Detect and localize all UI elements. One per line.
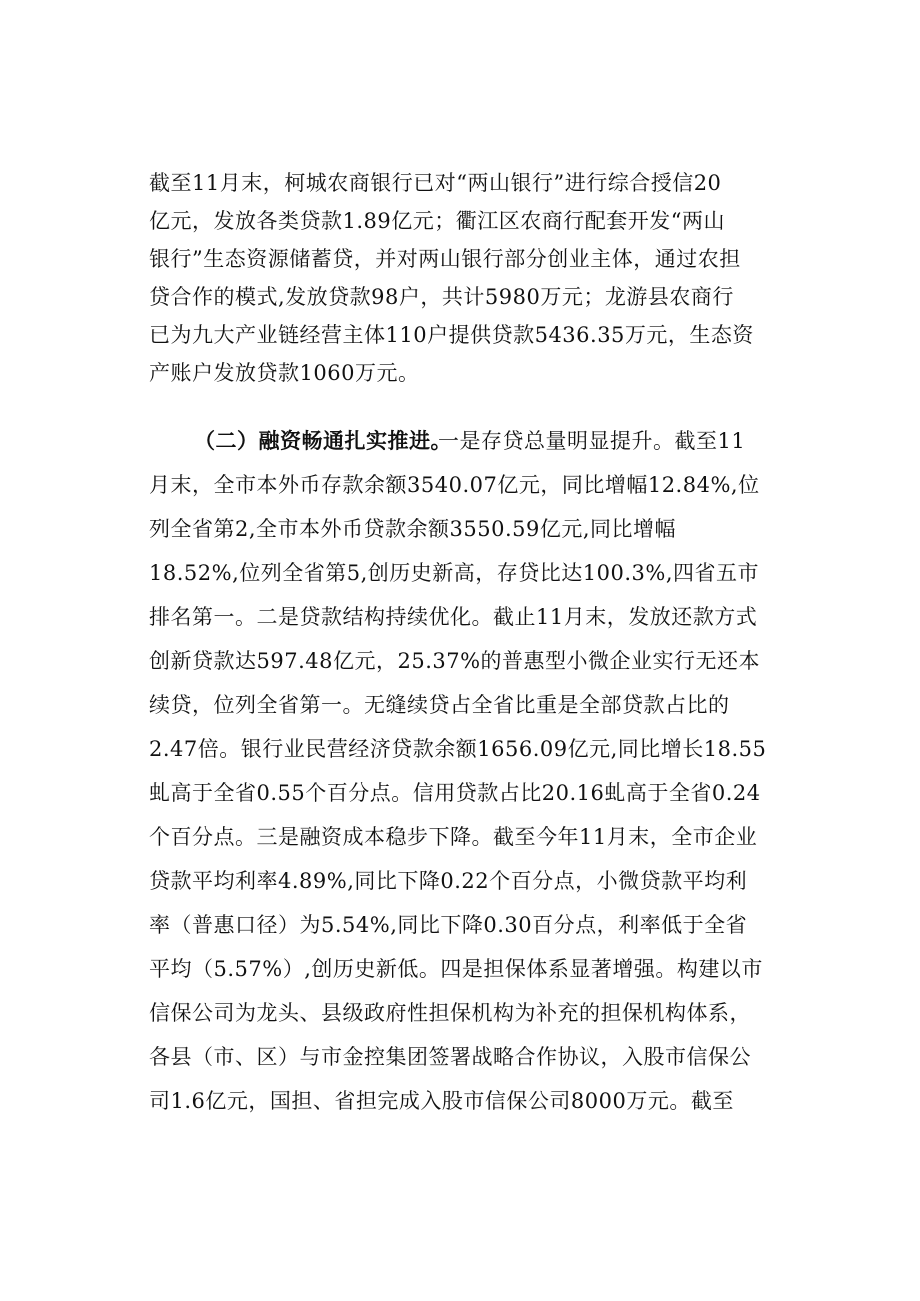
text-line: 产账户发放贷款1060万元。 — [149, 361, 420, 385]
text-line: 亿元，发放各类贷款1.89亿元；衢江区农商行配套开发“两山 — [149, 209, 725, 233]
paragraph-2-line-16 — [0, 1082, 920, 1120]
paragraph-2-line-1 — [0, 422, 920, 460]
text-line: 月末，全市本外币存款余额3540.07亿元，同比增幅12.84%,位 — [149, 473, 760, 497]
text-line: 截至11月末，柯城农商银行已对“两山银行”进行综合授信20 — [149, 171, 722, 195]
text-line: 一是存贷总量明显提升。截至11 — [438, 429, 746, 453]
text-line: 排名第一。二是贷款结构持续优化。截止11月末，发放还款方式 — [149, 605, 758, 629]
paragraph-1-line-6 — [0, 354, 920, 392]
text-line: 列全省第2,全市本外币贷款余额3550.59亿元,同比增幅 — [149, 517, 677, 541]
paragraph-1-line-2 — [0, 202, 920, 240]
text-line: 18.52%,位列全省第5,创历史新高，存贷比达100.3%,四省五市 — [149, 561, 760, 585]
paragraph-2-line-15 — [0, 1038, 920, 1076]
text-line: 平均（5.57%）,创历史新低。四是担保体系显著增强。构建以市 — [149, 957, 763, 981]
text-line: 信保公司为龙头、县级政府性担保机构为补充的担保机构体系， — [149, 1001, 751, 1025]
text-line: 个百分点。三是融资成本稳步下降。截至今年11月末，全市企业 — [149, 825, 758, 849]
text-line: 2.47倍。银行业民营经济贷款余额1656.09亿元,同比增长18.55 — [149, 737, 767, 761]
paragraph-2-line-14 — [0, 994, 920, 1032]
text-line: 各县（市、区）与市金控集团签署战略合作协议，入股市信保公 — [149, 1045, 751, 1069]
text-line: 司1.6亿元，国担、省担完成入股市信保公司8000万元。截至 — [149, 1089, 734, 1113]
paragraph-1-line-4 — [0, 278, 920, 316]
paragraph-2-line-11 — [0, 862, 920, 900]
paragraph-1-line-5 — [0, 316, 920, 354]
paragraph-1-line-1 — [0, 164, 920, 202]
text-line: 虬高于全省0.55个百分点。信用贷款占比20.16虬高于全省0.24 — [149, 781, 761, 805]
paragraph-2-line-6 — [0, 642, 920, 680]
paragraph-1-line-3 — [0, 240, 920, 278]
paragraph-2-line-2 — [0, 466, 920, 504]
paragraph-2-line-3 — [0, 510, 920, 548]
paragraph-2-line-4 — [0, 554, 920, 592]
section-heading: （二）融资畅通扎实推进。 — [194, 428, 452, 453]
paragraph-2-line-7 — [0, 686, 920, 724]
paragraph-2-line-9 — [0, 774, 920, 812]
paragraph-2-line-5 — [0, 598, 920, 636]
text-line: 续贷，位列全省第一。无缝续贷占全省比重是全部贷款占比的 — [149, 693, 730, 717]
paragraph-2-line-8 — [0, 730, 920, 768]
text-line: 贷款平均利率4.89%,同比下降0.22个百分点，小微贷款平均利 — [149, 869, 748, 893]
text-line: 已为九大产业链经营主体110户提供贷款5436.35万元，生态资 — [149, 323, 754, 347]
text-line: 率（普惠口径）为5.54%,同比下降0.30百分点，利率低于全省 — [149, 913, 748, 937]
paragraph-2-line-13 — [0, 950, 920, 988]
text-line: 银行”生态资源储蓄贷，并对两山银行部分创业主体，通过农担 — [149, 247, 741, 271]
paragraph-2-line-10 — [0, 818, 920, 856]
paragraph-2-line-12 — [0, 906, 920, 944]
text-line: 贷合作的模式,发放贷款98户，共计5980万元；龙游县农商行 — [149, 285, 734, 309]
text-line: 创新贷款达597.48亿元，25.37%的普惠型小微企业实行无还本 — [149, 649, 761, 673]
